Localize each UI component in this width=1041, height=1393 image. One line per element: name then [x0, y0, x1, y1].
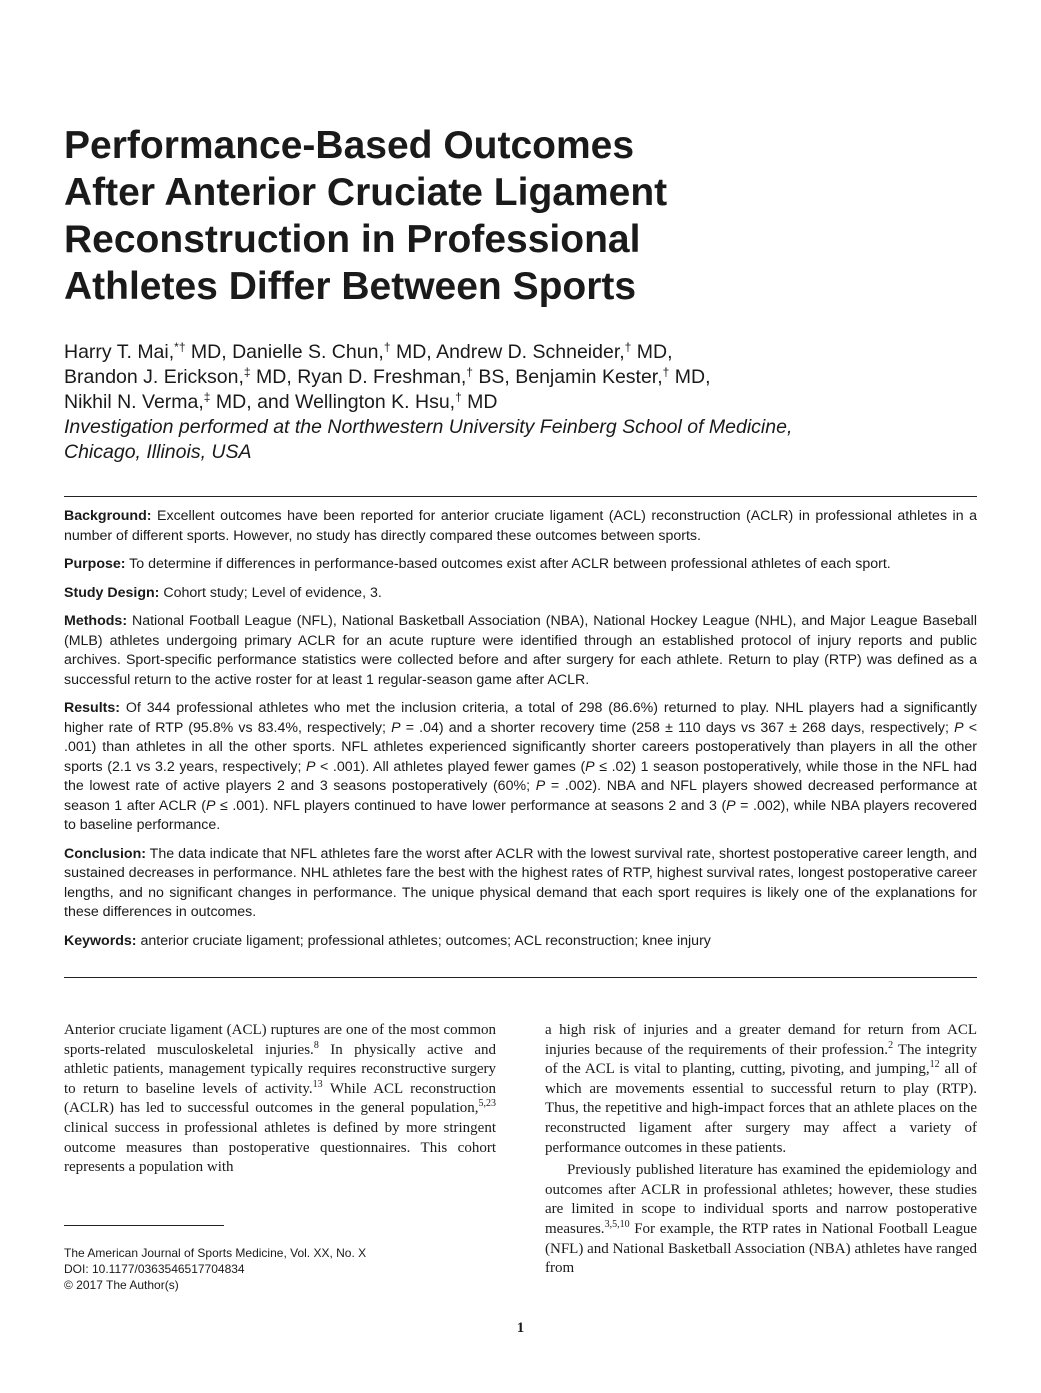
institution: Investigation performed at the Northwestern University Feinberg School of Medicine,	[64, 416, 793, 438]
author-line	[64, 365, 994, 390]
body-column-left	[64, 1021, 496, 1178]
author-name: Benjamin Kester,	[515, 366, 663, 388]
section-text: ≤ .001). NFL players continued to have lower performance at seasons 2 and 3 (	[215, 797, 727, 814]
author-degree: MD	[461, 391, 498, 413]
author-degree: MD,	[250, 366, 298, 388]
body-text: Previously published literature has examined the epidemiology and outcomes after ACLR in professional athletes; however, these studies are limited in scope to individual sports and narrow postoperative measures.	[545, 1162, 977, 1237]
author-degree: BS,	[472, 366, 516, 388]
abstract-conclusion	[64, 845, 977, 923]
section-text: anterior cruciate ligament; professional athletes; outcomes; ACL reconstruction; knee injury	[136, 932, 711, 949]
section-text: Of 344 professional athletes who met the inclusion criteria, a total of 298 (86.6%) returned to play. NHL players had a significantly higher rate of RTP (95.8% vs 83.4%, respectively;	[64, 700, 977, 736]
body-text: clinical success in professional athletes is defined by more stringent outcome measures than postoperative questionnaires. This cohort represents a population with	[64, 1119, 496, 1176]
abstract-results	[64, 699, 977, 836]
p-symbol: P	[585, 758, 595, 775]
body-text: In physically active and athletic patients, management typically requires reconstructive surgery to return to baseline levels of activity.	[64, 1041, 496, 1097]
section-text: Cohort study; Level of evidence, 3.	[159, 584, 382, 601]
abstract-bottom-rule	[64, 977, 977, 978]
body-text: all of which are movements essential to successful return to play (RTP). Thus, the repetitive and high-impact forces that an athlete places on the reconstructed ligament after surgery may affect a variety of performance outcomes in these patients.	[545, 1061, 977, 1156]
affiliation-mark: †	[624, 340, 632, 354]
affiliation-mark: ‡	[243, 365, 251, 379]
author-name: Andrew D. Schneider,	[436, 341, 625, 363]
title-line: Performance-Based Outcomes	[64, 124, 635, 167]
author-name: Ryan D. Freshman,	[297, 366, 467, 388]
author-name: Nikhil N. Verma,	[64, 391, 204, 413]
abstract-study-design	[64, 584, 977, 604]
author-degree: MD,	[390, 341, 437, 363]
p-symbol: P	[535, 778, 546, 794]
p-symbol: P	[726, 797, 736, 814]
title-line: Reconstruction in Professional	[64, 218, 641, 261]
author-degree: MD,	[631, 341, 673, 363]
title-line: After Anterior Cruciate Ligament	[64, 171, 668, 214]
p-symbol: P	[954, 719, 964, 736]
section-heading: Purpose:	[64, 556, 126, 572]
section-heading: Conclusion:	[64, 845, 146, 862]
citation: 8	[313, 1039, 319, 1051]
section-text: = .002). NBA and NFL players showed decreased performance at season 1 after ACLR (	[64, 778, 977, 814]
abstract-keywords	[64, 932, 977, 952]
section-text: The data indicate that NFL athletes fare the worst after ACLR with the lowest survival rate, shortest postoperative career length, and sustained decreases in performance. NHL athletes fare the best with the highest rates of RTP, highest survival rates, longest postoperative career lengths, and no significant changes in performance. The unique physical demand that each sport requires is likely one of the explanations for these differences in outcomes.	[64, 845, 977, 920]
affiliation-mark: ‡	[203, 390, 211, 404]
citation: 13	[312, 1078, 323, 1090]
author-degree: MD,	[185, 341, 233, 363]
article-title	[64, 122, 964, 310]
body-paragraph	[64, 1021, 496, 1178]
author-degree: MD, and	[210, 391, 296, 413]
author-name: Danielle S. Chun,	[232, 341, 384, 363]
section-text: = .04) and a shorter recovery time (258 ± 110 days vs 367 ± 268 days, respectively;	[400, 719, 955, 736]
section-heading: Results:	[64, 700, 120, 716]
affiliation-mark: †	[662, 365, 670, 379]
section-text: To determine if differences in performance-based outcomes exist after ACLR between professional athletes of each sport.	[125, 556, 891, 572]
p-symbol: P	[205, 797, 216, 814]
citation: 2	[888, 1039, 894, 1051]
footnote-rule	[64, 1225, 224, 1226]
citation: 3,5,10	[604, 1218, 630, 1230]
section-text: National Football League (NFL), National Basketball Association (NBA), National Hockey League (NHL), and Major League Baseball (MLB) athletes undergoing primary ACLR for an acute rupture were identified through an established protocol of injury reports and public archives. Sport-specific performance statistics were collected before and after surgery for each athlete. Return to play (RTP) was defined as a successful return to the active roster for at least 1 regular-season game after ACLR.	[64, 613, 977, 688]
body-text: While ACL reconstruction (ACLR) has led to successful outcomes in the general population,	[64, 1080, 496, 1117]
body-paragraph	[545, 1161, 977, 1279]
citation: 5,23	[478, 1098, 496, 1110]
abstract-purpose	[64, 555, 977, 575]
body-text: For example, the RTP rates in National Football League (NFL) and National Basketball Association (NBA) athletes have ranged from	[545, 1220, 977, 1277]
body-text: Anterior cruciate ligament (ACL) ruptures are one of the most common sports-related musculoskeletal injuries.	[64, 1022, 496, 1058]
section-heading: Study Design:	[64, 584, 160, 601]
abstract-top-rule	[64, 496, 977, 497]
section-text: < .001). All athletes played fewer games (	[315, 758, 586, 775]
p-symbol: P	[305, 758, 316, 775]
section-heading: Keywords:	[64, 932, 137, 949]
author-name: Wellington K. Hsu,	[295, 391, 456, 413]
author-list	[64, 340, 994, 465]
affiliation-mark: *†	[174, 340, 186, 354]
section-text: < .001) than athletes in all the other sports. NFL athletes experienced significantly shorter careers postoperatively than players in all the other sports (2.1 vs 3.2 years, respectively;	[64, 719, 977, 775]
title-line: Athletes Differ Between Sports	[64, 265, 637, 308]
author-name: Brandon J. Erickson,	[64, 366, 244, 388]
section-heading: Background:	[64, 508, 152, 524]
p-symbol: P	[391, 719, 401, 736]
body-text: The integrity of the ACL is vital to planting, cutting, pivoting, and jumping,	[545, 1041, 978, 1078]
abstract	[64, 507, 977, 960]
affiliation-mark: †	[383, 340, 391, 354]
page-number: 1	[516, 1320, 525, 1336]
affiliation-mark: †	[466, 365, 473, 379]
section-heading: Methods:	[64, 613, 128, 629]
institution-location: Chicago, Illinois, USA	[64, 441, 252, 463]
author-degree: MD,	[669, 366, 711, 388]
journal-citation: The American Journal of Sports Medicine, Vol. XX, No. X	[64, 1246, 367, 1260]
section-text: ≤ .02) 1 season postoperatively, while those in the NFL had the lowest rate of active players 2 and 3 seasons postoperatively (60%;	[64, 758, 977, 794]
author-line	[64, 340, 994, 365]
abstract-methods	[64, 612, 977, 690]
abstract-background	[64, 507, 977, 546]
doi: DOI: 10.1177/0363546517704834	[64, 1262, 245, 1276]
section-text: = .002), while NBA players recovered to baseline performance.	[64, 797, 977, 833]
body-paragraph	[545, 1021, 977, 1158]
section-text: Excellent outcomes have been reported for anterior cruciate ligament (ACL) reconstruction (ACLR) in professional athletes in a number of different sports. However, no study has directly compared these outcomes between sports.	[64, 508, 977, 544]
affiliation-mark: †	[455, 390, 462, 404]
journal-footnote	[64, 1245, 484, 1293]
body-column-right	[545, 1021, 977, 1279]
body-text: a high risk of injuries and a greater demand for return from ACL injuries because of the requirements of their profession.	[545, 1022, 977, 1058]
author-line	[64, 390, 994, 415]
copyright: © 2017 The Author(s)	[64, 1278, 179, 1292]
author-name: Harry T. Mai,	[64, 341, 175, 363]
citation: 12	[929, 1059, 940, 1071]
